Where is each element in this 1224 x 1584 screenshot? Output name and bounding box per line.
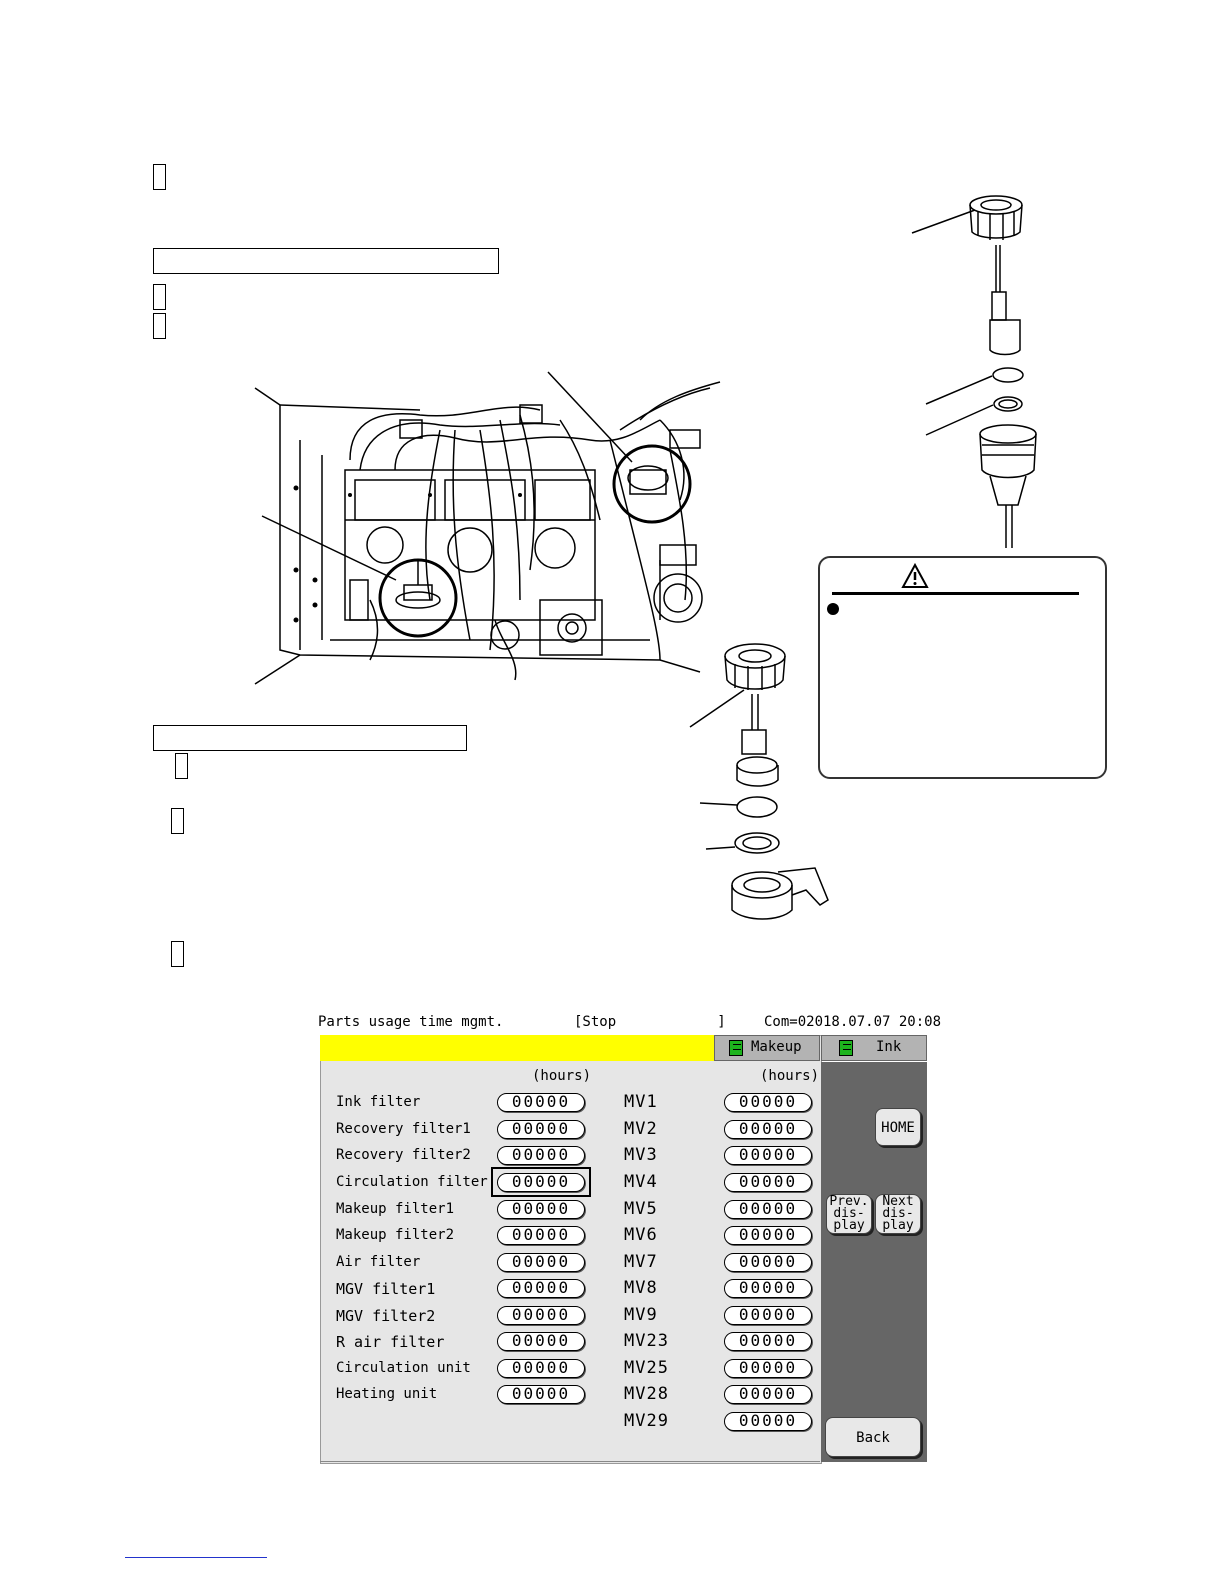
tab-makeup[interactable] [714, 1035, 820, 1061]
hours-field[interactable]: 00000 [497, 1200, 585, 1219]
status-text: [Stop ] [574, 1014, 726, 1030]
hours-field[interactable]: 00000 [497, 1146, 585, 1165]
hours-field[interactable]: 00000 [497, 1385, 585, 1404]
next-label-1: Next [882, 1194, 914, 1209]
hours-field[interactable]: 00000 [724, 1359, 812, 1378]
prev-display-button[interactable] [826, 1194, 872, 1234]
screen-title: Parts usage time mgmt. [318, 1014, 504, 1030]
warning-triangle-icon [902, 564, 928, 588]
back-button[interactable] [825, 1417, 921, 1457]
gauge-icon [729, 1040, 743, 1056]
hours-field[interactable]: 00000 [724, 1253, 812, 1272]
item-label: Recovery filter1 [336, 1121, 471, 1137]
valve-label: MV5 [624, 1199, 658, 1219]
item-label: Air filter [336, 1254, 421, 1270]
hours-field[interactable]: 00000 [724, 1385, 812, 1404]
item-label: Circulation filter [336, 1174, 488, 1190]
valve-label: MV3 [624, 1145, 658, 1165]
tab-ink-label: Ink [876, 1039, 902, 1055]
item-label: Heating unit [336, 1386, 438, 1402]
message-bar [320, 1035, 714, 1061]
valve-label: MV6 [624, 1225, 658, 1245]
hours-field[interactable]: 00000 [497, 1120, 585, 1139]
valve-label: MV29 [624, 1411, 669, 1431]
hours-field[interactable]: 00000 [497, 1093, 585, 1112]
hours-field[interactable]: 00000 [724, 1279, 812, 1298]
item-label: Makeup filter2 [336, 1227, 455, 1243]
item-label: MGV filter2 [336, 1307, 436, 1325]
gauge-icon [839, 1040, 853, 1056]
prev-label-1: Prev. [829, 1194, 869, 1209]
home-button-label: HOME [881, 1120, 915, 1136]
valve-label: MV23 [624, 1331, 669, 1351]
hours-field[interactable]: 00000 [497, 1279, 585, 1298]
next-label-3: play [882, 1218, 914, 1233]
valve-label: MV7 [624, 1252, 658, 1272]
hours-field[interactable]: 00000 [724, 1146, 812, 1165]
valve-label: MV25 [624, 1358, 669, 1378]
hours-field[interactable]: 00000 [724, 1120, 812, 1139]
hours-field[interactable]: 00000 [497, 1253, 585, 1272]
hours-field[interactable]: 00000 [724, 1093, 812, 1112]
item-label: Makeup filter1 [336, 1201, 455, 1217]
valve-label: MV8 [624, 1278, 658, 1298]
unit-label-right: (hours) [760, 1068, 820, 1084]
unit-label-left: (hours) [532, 1068, 592, 1084]
tab-ink[interactable] [821, 1035, 927, 1061]
next-display-button[interactable] [875, 1194, 921, 1234]
screen-bottom-edge [320, 1461, 820, 1462]
caution-box [818, 556, 1107, 779]
hours-field[interactable]: 00000 [724, 1173, 812, 1192]
valve-label: MV9 [624, 1305, 658, 1325]
next-label-2: dis- [882, 1206, 914, 1221]
prev-label-3: play [833, 1218, 865, 1233]
item-label: MGV filter1 [336, 1280, 436, 1298]
prev-label-2: dis- [833, 1206, 865, 1221]
tab-makeup-label: Makeup [751, 1039, 802, 1055]
hours-field[interactable]: 00000 [724, 1306, 812, 1325]
bullet-icon [827, 603, 839, 615]
item-label: Recovery filter2 [336, 1147, 471, 1163]
hours-field[interactable]: 00000 [497, 1332, 585, 1351]
hours-field[interactable]: 00000 [724, 1412, 812, 1431]
valve-label: MV1 [624, 1092, 658, 1112]
caution-rule [832, 592, 1079, 595]
footer-link-underline [125, 1557, 267, 1558]
com-datetime: Com=02018.07.07 20:08 [764, 1014, 942, 1030]
hours-field[interactable]: 00000 [724, 1332, 812, 1351]
hours-field[interactable]: 00000 [724, 1226, 812, 1245]
valve-label: MV4 [624, 1172, 658, 1192]
hours-field-selected[interactable]: 00000 [497, 1173, 585, 1192]
hours-field[interactable]: 00000 [724, 1200, 812, 1219]
hours-field[interactable]: 00000 [497, 1359, 585, 1378]
item-label: Circulation unit [336, 1360, 471, 1376]
hours-field[interactable]: 00000 [497, 1306, 585, 1325]
valve-label: MV2 [624, 1119, 658, 1139]
back-button-label: Back [856, 1430, 890, 1446]
item-label: R air filter [336, 1333, 445, 1351]
item-label: Ink filter [336, 1094, 421, 1110]
home-button[interactable] [875, 1108, 921, 1146]
valve-label: MV28 [624, 1384, 669, 1404]
hours-field[interactable]: 00000 [497, 1226, 585, 1245]
parts-usage-screen [318, 1008, 942, 1463]
